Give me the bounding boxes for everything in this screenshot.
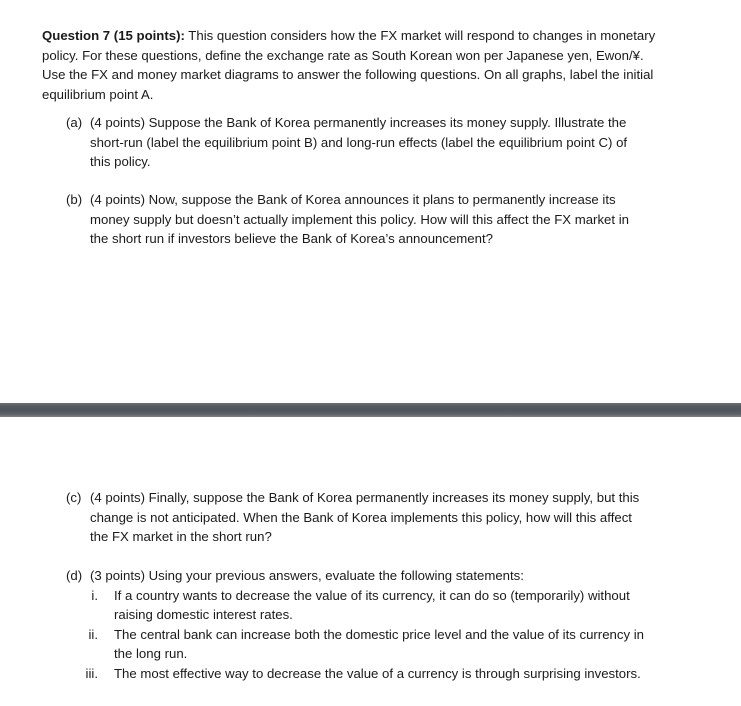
part-c-tag: (c) — [66, 490, 82, 505]
part-b-text-1: (4 points) Now, suppose the Bank of Korea announces it plans to permanently increase its — [90, 192, 616, 207]
statement-ii-line-2: the long run. — [114, 646, 188, 661]
part-c-text-1: (4 points) Finally, suppose the Bank of Korea permanently increases its money supply, but this — [90, 490, 640, 505]
part-c — [66, 488, 706, 547]
part-a — [66, 113, 706, 172]
part-a-text-1: (4 points) Suppose the Bank of Korea permanently increases its money supply. Illustrate the — [90, 115, 627, 130]
part-a-line-1 — [66, 113, 706, 133]
part-c-line-2: change is not anticipated. When the Bank of Korea implements this policy, how will this affect — [90, 509, 632, 525]
question-title: Question 7 (15 points): — [42, 28, 185, 43]
statement-ii-line-1: The central bank can increase both the domestic price level and the value of its currency in — [114, 626, 644, 642]
statement-i-number: i. — [91, 587, 98, 603]
question-intro-line-3: Use the FX and money market diagrams to answer the following questions. On all graphs, label the initial — [42, 67, 654, 82]
statement-iii-number: iii. — [85, 665, 98, 681]
page-break-divider — [0, 403, 741, 417]
statement-iii-line-1: The most effective way to decrease the value of a currency is through surprising investors. — [114, 665, 641, 681]
question-intro-text-1: This question considers how the FX market will respond to changes in monetary — [184, 28, 656, 43]
statement-ii-number: ii. — [88, 626, 98, 642]
part-a-tag: (a) — [66, 115, 83, 130]
part-c-line-1 — [66, 488, 706, 508]
question-intro-line-2: policy. For these questions, define the exchange rate as South Korean won per Japanese yen, Ewon/¥. — [42, 47, 644, 63]
part-b — [66, 190, 706, 249]
part-a-line-2: short-run (label the equilibrium point B) and long-run effects (label the equilibrium point C) of — [90, 134, 628, 150]
part-d — [66, 566, 726, 683]
part-b-line-1 — [66, 190, 706, 210]
question-intro-line-1 — [42, 26, 722, 46]
part-b-tag: (b) — [66, 192, 83, 207]
question-intro-line-4: equilibrium point A. — [42, 86, 154, 102]
statement-iii — [66, 664, 726, 684]
question-intro — [42, 26, 722, 104]
part-b-line-2: money supply but doesn’t actually implement this policy. How will this affect the FX market in — [90, 211, 629, 227]
part-d-text: (3 points) Using your previous answers, evaluate the following statements: — [90, 568, 524, 583]
statement-i-line-1: If a country wants to decrease the value of its currency, it can do so (temporarily) without — [114, 587, 630, 603]
statement-ii — [66, 625, 726, 664]
part-d-tag: (d) — [66, 568, 83, 583]
part-c-line-3: the FX market in the short run? — [90, 529, 272, 544]
statement-i — [66, 586, 726, 625]
statement-i-line-2: raising domestic interest rates. — [114, 607, 293, 622]
part-d-line-1 — [66, 566, 726, 586]
part-a-line-3: this policy. — [90, 154, 151, 169]
part-b-line-3: the short run if investors believe the Bank of Korea’s announcement? — [90, 231, 493, 246]
